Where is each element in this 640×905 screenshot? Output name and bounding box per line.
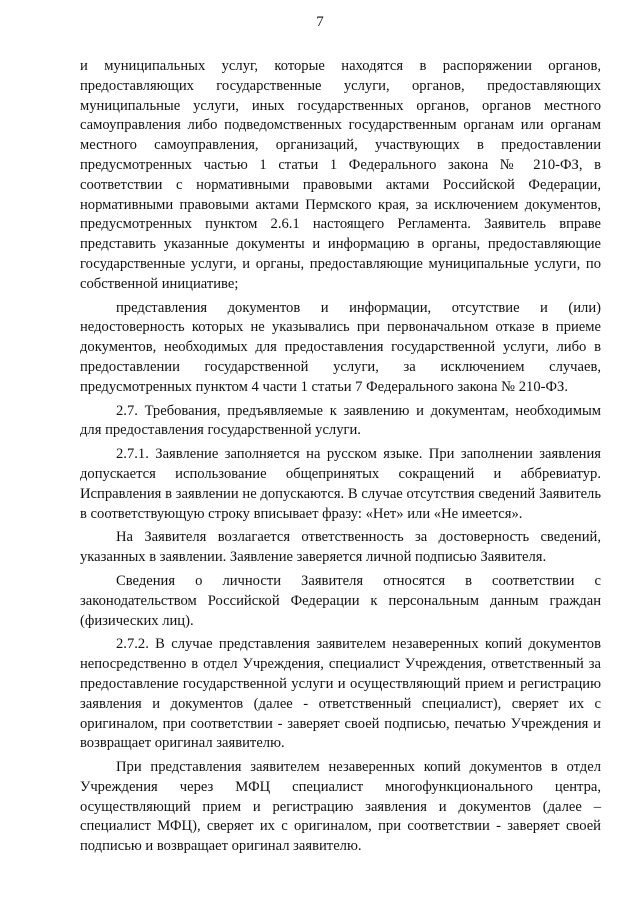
- paragraph-representation: представления документов и информации, отсутствие и (или) недостоверность которых не указывались при первоначальном отказе в приеме документов, необходимых для предоставления государственной услуги, либо в предоставлении государственной услуги, за исключением случаев, предусмотренных пунктом 4 части 1 статьи 7 Федерального закона № 210-ФЗ.: [80, 299, 601, 395]
- document-body: [80, 57, 601, 861]
- paragraph-mfc: При представления заявителем незаверенных копий документов в отдел Учреждения через МФЦ специалист многофункционального центра, осуществляющий прием и регистрацию заявления и документов (далее – специалист МФЦ), сверяет их с оригиналом, при соответствии - заверяет своей подписью и возвращает оригинал заявителю.: [80, 759, 601, 855]
- paragraph-personal-data: Сведения о личности Заявителя относятся в соответствии с законодательством Российской Федерации к персональным данным граждан (физических лиц).: [80, 572, 601, 629]
- paragraph-responsibility: На Заявителя возлагается ответственность за достоверность сведений, указанных в заявлении. Заявление заверяется личной подписью Заявителя.: [80, 529, 601, 566]
- paragraph-section-2-7-1: 2.7.1. Заявление заполняется на русском языке. При заполнении заявления допускается использование общепринятых сокращений и аббревиатур. Исправления в заявлении не допускаются. В случае отсутствия сведений Заявитель в соответствующую строку вписывает фразу: «Нет» или «Не имеется».: [80, 446, 601, 522]
- paragraph-continuation: и муниципальных услуг, которые находятся в распоряжении органов, предоставляющих государственные услуги, органов, предоставляющих муниципальные услуги, иных государственных органов, органов местного самоуправления либо подведомственных государственным органам или органам местного самоуправления, организаций, участвующих в предоставлении предусмотренных частью 1 статьи 1 Федерального закона № 210-ФЗ, в соответствии с нормативными правовыми актами Российской Федерации, нормативными правовыми актами Пермского края, за исключением документов, предусмотренных пунктом 2.6.1 настоящего Регламента. Заявитель вправе представить указанные документы и информацию в органы, предоставляющие государственные услуги, и органы, предоставляющие муниципальные услуги, по собственной инициативе;: [80, 58, 601, 292]
- page-number: 7: [316, 14, 324, 30]
- paragraph-section-2-7-2: 2.7.2. В случае представления заявителем незаверенных копий документов непосредственно в отдел Учреждения, специалист Учреждения, ответственный за предоставление государственной услуги и осуществляющий прием и регистрацию заявления и документов (далее - ответственный специалист), сверяет их с оригиналом, при соответствии - заверяет своей подписью, печатью Учреждения и возвращает оригинал заявителю.: [80, 636, 601, 752]
- paragraph-section-2-7: 2.7. Требования, предъявляемые к заявлению и документам, необходимым для предоставления государственной услуги.: [80, 402, 601, 439]
